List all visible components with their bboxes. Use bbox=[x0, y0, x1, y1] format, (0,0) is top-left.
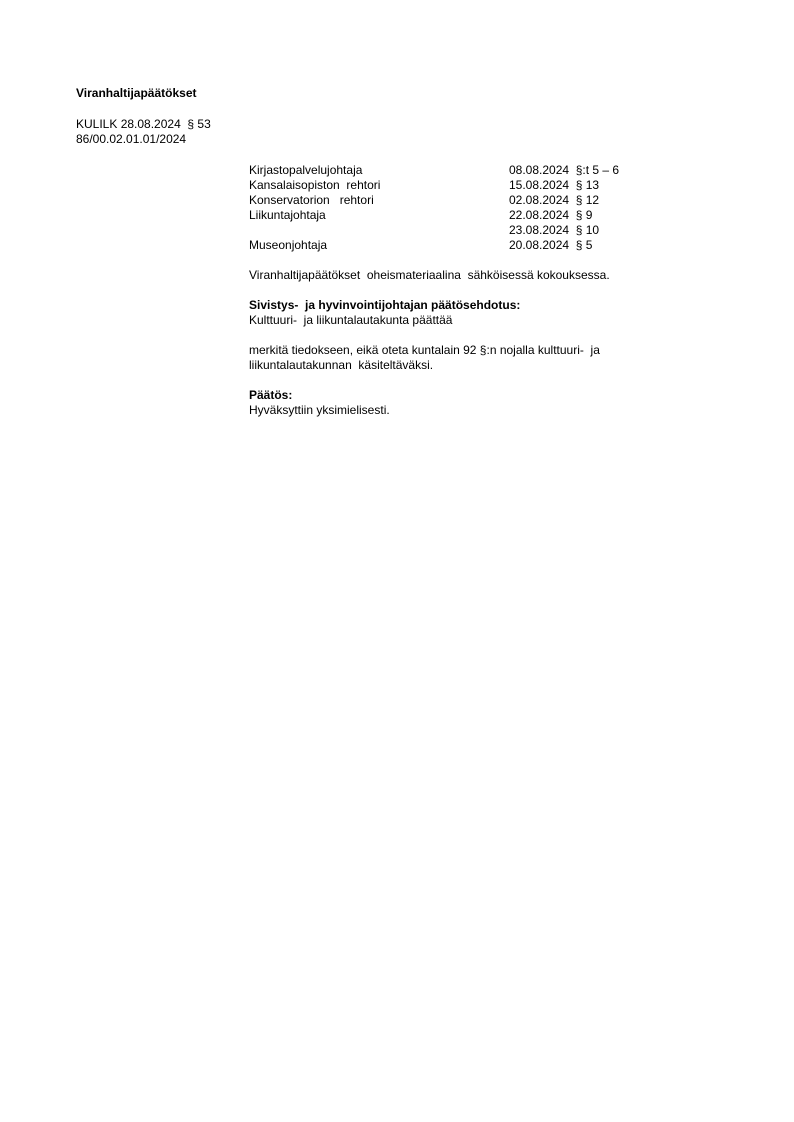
decision-ref: 22.08.2024 § 9 bbox=[509, 208, 593, 222]
meeting-reference: KULILK 28.08.2024 § 53 bbox=[76, 117, 211, 131]
proposal-section bbox=[249, 298, 669, 328]
decision-section bbox=[249, 388, 669, 418]
decision-row bbox=[249, 163, 669, 178]
document-body bbox=[249, 163, 669, 418]
decision-row bbox=[249, 193, 669, 208]
proposal-text-line: merkitä tiedokseen, eikä oteta kuntalain 92 §:n nojalla kulttuuri- ja bbox=[249, 343, 600, 357]
decision-row bbox=[249, 238, 669, 253]
decision-heading: Päätös: bbox=[249, 388, 293, 402]
decision-ref: 23.08.2024 § 10 bbox=[509, 223, 600, 237]
official-title: Konservatorion rehtori bbox=[249, 193, 374, 207]
decision-ref: 02.08.2024 § 12 bbox=[509, 193, 600, 207]
proposal-body bbox=[249, 343, 669, 373]
official-title: Liikuntajohtaja bbox=[249, 208, 326, 222]
decision-ref: 15.08.2024 § 13 bbox=[509, 178, 600, 192]
proposal-intro: Kulttuuri- ja liikuntalautakunta päättää bbox=[249, 313, 453, 327]
decision-row bbox=[249, 223, 669, 238]
decision-row bbox=[249, 178, 669, 193]
meeting-meta bbox=[76, 117, 211, 147]
decision-ref: 20.08.2024 § 5 bbox=[509, 238, 593, 252]
decision-row bbox=[249, 208, 669, 223]
proposal-heading: Sivistys- ja hyvinvointijohtajan päätösehdotus: bbox=[249, 298, 521, 312]
decision-list bbox=[249, 163, 669, 253]
document-title: Viranhaltijapäätökset bbox=[76, 86, 197, 100]
official-title: Kansalaisopiston rehtori bbox=[249, 178, 381, 192]
attachment-note: Viranhaltijapäätökset oheismateriaalina sähköisessä kokouksessa. bbox=[249, 268, 610, 282]
official-title: Kirjastopalvelujohtaja bbox=[249, 163, 363, 177]
decision-ref: 08.08.2024 §:t 5 – 6 bbox=[509, 163, 620, 177]
decision-text: Hyväksyttiin yksimielisesti. bbox=[249, 403, 390, 417]
diary-number: 86/00.02.01.01/2024 bbox=[76, 132, 187, 146]
proposal-text-line: liikuntalautakunnan käsiteltäväksi. bbox=[249, 358, 434, 372]
official-title: Museonjohtaja bbox=[249, 238, 328, 252]
